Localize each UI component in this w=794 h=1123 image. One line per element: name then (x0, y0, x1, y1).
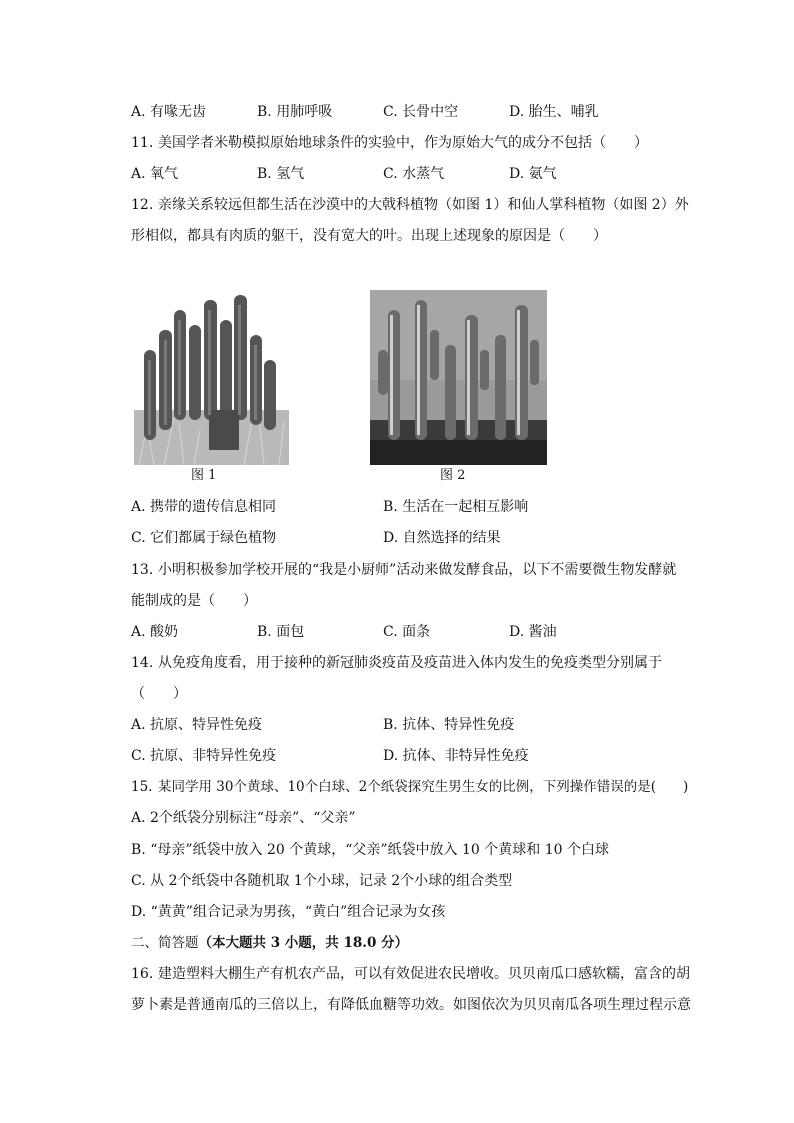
question-text-line1: 从免疫角度看，用于接种的新冠肺炎疫苗及疫苗进入体内发生的免疫类型分别属于 (158, 655, 662, 671)
q12-option-a: A. 携带的遗传信息相同 (131, 499, 277, 515)
question-16 (131, 964, 690, 984)
q11-option-c: C. 水蒸气 (383, 166, 445, 182)
question-13-line2: 能制成的是（ ） (131, 593, 257, 609)
q14-option-a: A. 抗原、特异性免疫 (131, 717, 263, 733)
question-14-line2: （ ） (131, 686, 187, 702)
figure-1-euphorbia-photo (134, 290, 289, 465)
question-15 (131, 777, 688, 797)
section-heading (131, 933, 408, 953)
question-text-line1: 建造塑料大棚生产有机农产品，可以有效促进农民增收。贝贝南瓜口感软糯，富含的胡 (158, 966, 690, 982)
section-title: 二、简答题 (131, 935, 199, 951)
q13-option-d: D. 酱油 (509, 624, 557, 640)
question-12-line2: 形相似，都具有肉质的躯干，没有宽大的叶。出现上述现象的原因是（ ） (131, 228, 607, 244)
q15-option-d: D. “黄黄”组合记录为男孩，“黄白”组合记录为女孩 (131, 904, 446, 920)
question-text-line1: 小明积极参加学校开展的“我是小厨师”活动来做发酵食品，以下不需要微生物发酵就 (158, 562, 677, 578)
q10-option-a: A. 有喙无齿 (131, 104, 207, 120)
question-number: 14. (131, 655, 154, 671)
question-11 (131, 133, 648, 153)
q13-option-b: B. 面包 (257, 624, 305, 640)
figure-2-caption: 图 2 (440, 468, 466, 483)
section-detail: （本大题共 3 小题，共 18.0 分） (198, 935, 409, 951)
figure-1-caption: 图 1 (191, 468, 217, 483)
q11-option-b: B. 氢气 (257, 166, 305, 182)
question-16-line2: 萝卜素是普通南瓜的三倍以上，有降低血糖等功效。如图依次为贝贝南瓜各项生理过程示意 (131, 997, 691, 1013)
question-number: 15. (131, 779, 153, 795)
question-text-line1: 亲缘关系较远但都生活在沙漠中的大戟科植物（如图 1）和仙人掌科植物（如图 2）外 (158, 197, 689, 213)
question-12 (131, 195, 689, 215)
q10-option-d: D. 胎生、哺乳 (509, 104, 599, 120)
q13-option-a: A. 酸奶 (131, 624, 179, 640)
q10-option-c: C. 长骨中空 (383, 104, 459, 120)
question-number: 13. (131, 562, 154, 578)
q11-option-d: D. 氨气 (509, 166, 557, 182)
figure-2-cactus-photo (370, 290, 547, 465)
q12-option-b: B. 生活在一起相互影响 (383, 499, 529, 515)
q10-option-b: B. 用肺呼吸 (257, 104, 333, 120)
q14-option-c: C. 抗原、非特异性免疫 (131, 748, 277, 764)
q13-option-c: C. 面条 (383, 624, 431, 640)
q14-option-b: B. 抗体、特异性免疫 (383, 717, 515, 733)
q12-option-c: C. 它们都属于绿色植物 (131, 530, 277, 546)
q12-option-d: D. 自然选择的结果 (383, 530, 501, 546)
question-number: 16. (131, 966, 154, 982)
q14-option-d: D. 抗体、非特异性免疫 (383, 748, 529, 764)
question-number: 11. (131, 135, 154, 151)
question-text: 美国学者米勒模拟原始地球条件的实验中，作为原始大气的成分不包括（ ） (158, 135, 648, 151)
q15-option-a: A. 2个纸袋分别标注“母亲”、“父亲” (131, 810, 356, 826)
q15-option-b: B. “母亲”纸袋中放入 20 个黄球，“父亲”纸袋中放入 10 个黄球和 10 个白球 (131, 842, 609, 858)
question-14 (131, 653, 662, 673)
question-number: 12. (131, 197, 154, 213)
question-13 (131, 560, 676, 580)
q15-option-c: C. 从 2个纸袋中各随机取 1个小球，记录 2个小球的组合类型 (131, 873, 513, 889)
question-text: 某同学用 30个黄球、10个白球、2个纸袋探究生男生女的比例，下列操作错误的是( ) (158, 779, 689, 795)
q11-option-a: A. 氧气 (131, 166, 179, 182)
